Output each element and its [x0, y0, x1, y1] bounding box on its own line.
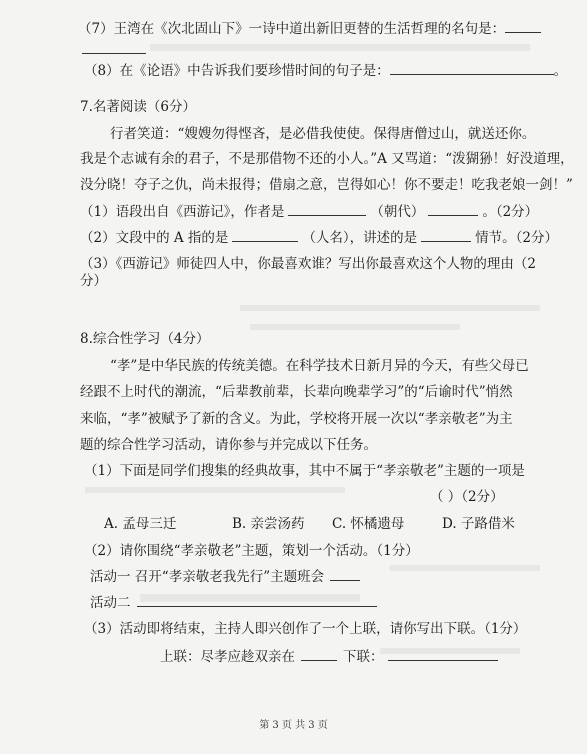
- question-text: 。（2分）: [482, 204, 539, 220]
- page-footer: 第 3 页 共 3 页: [259, 720, 328, 731]
- answer-blank[interactable]: [288, 203, 366, 216]
- answer-blank[interactable]: [301, 648, 337, 661]
- question-8-1: （1）下面是同学们搜集的经典故事，其中不属于“孝亲敬老”主题的一项是: [84, 463, 525, 479]
- option-c: C. 怀橘遗母: [332, 516, 405, 532]
- passage-line: 没分晓！夺子之仇，尚未报得；借扇之意，岂得如心！你不要走！吃我老娘一剑！”: [80, 177, 573, 193]
- option-d: D. 子路借米: [442, 516, 515, 532]
- answer-blank[interactable]: [82, 41, 146, 54]
- answer-blank[interactable]: [428, 203, 478, 216]
- section-8-title: 8.综合性学习（4分）: [80, 331, 210, 347]
- couplet-line: [160, 648, 498, 666]
- question-text: （朝代）: [370, 204, 425, 220]
- question-7-2: [80, 229, 558, 247]
- question-8-2: （2）请你围绕“孝亲敬老”主题，策划一个活动。（1分）: [84, 543, 419, 559]
- couplet-lower-label: 下联：: [343, 649, 384, 665]
- question-text: （7）王湾在《次北固山下》一诗中道出新旧更替的生活哲理的名句是：: [78, 21, 506, 37]
- passage-line: 题的综合性学习活动，请你参与并完成以下任务。: [80, 437, 377, 453]
- option-b: B. 亲尝汤药: [232, 516, 305, 532]
- activity-label: 活动二: [90, 595, 131, 611]
- answer-blank[interactable]: [330, 568, 360, 581]
- answer-line: [82, 41, 146, 59]
- answer-blank[interactable]: [388, 648, 498, 661]
- question-8-1-answer[interactable]: （ ）（2分）: [430, 489, 504, 505]
- passage-line: 行者笑道：“嫂嫂勿得悭吝，是必借我使使。保得唐僧过山，就送还你。: [110, 126, 536, 142]
- question-7-poem: [78, 20, 541, 38]
- bleed-through-mark: [390, 565, 540, 571]
- activity-1: [90, 568, 360, 586]
- answer-blank[interactable]: [505, 20, 541, 33]
- answer-blank[interactable]: [137, 594, 377, 607]
- bleed-through-mark: [85, 487, 345, 493]
- option-a: A. 孟母三迁: [104, 516, 177, 532]
- couplet-upper: 上联：尽孝应趁双亲在: [160, 649, 295, 665]
- answer-blank[interactable]: [390, 62, 554, 75]
- question-7-3: （3）《西游记》师徒四人中，你最喜欢谁？写出你最喜欢这个人物的理由（2: [80, 256, 536, 272]
- question-text: 情节。（2分）: [475, 230, 559, 246]
- period: 。: [553, 63, 568, 79]
- question-text: （8）在《论语》中告诉我们要珍惜时间的句子是：: [84, 63, 390, 79]
- passage-line: 来临，“孝”被赋予了新的含义。为此，学校将开展一次以“孝亲敬老”为主: [80, 411, 513, 427]
- bleed-through-mark: [150, 44, 530, 51]
- question-text: （2）文段中的 A 指的是: [80, 230, 229, 246]
- passage-line: 经跟不上时代的潮流，“后辈教前辈，长辈向晚辈学习”的“后谕时代”悄然: [80, 384, 513, 400]
- bleed-through-mark: [240, 305, 540, 311]
- question-text: （人名），讲述的是: [302, 230, 418, 246]
- question-7-1: [80, 203, 538, 221]
- answer-blank[interactable]: [232, 229, 298, 242]
- question-8-3: （3）活动即将结束，主持人即兴创作了一个上联，请你写出下联。（1分）: [84, 621, 527, 637]
- section-7-title: 7.名著阅读（6分）: [80, 99, 196, 115]
- bleed-through-mark: [250, 324, 460, 330]
- passage-line: 我是个志诚有余的君子，不是那借物不还的小人。”A 又骂道：“泼猢狲！好没道理，: [80, 151, 574, 167]
- activity-2: [90, 594, 377, 612]
- activity-text: 活动一 召开“孝亲敬老我先行”主题班会: [90, 569, 325, 585]
- answer-blank[interactable]: [421, 229, 471, 242]
- question-8-lunyu: [84, 62, 567, 80]
- question-7-3-cont: 分）: [80, 273, 107, 289]
- question-text: （1）语段出自《西游记》，作者是: [80, 204, 285, 220]
- passage-line: “孝”是中华民族的传统美德。在科学技术日新月异的今天，有些父母已: [110, 358, 529, 374]
